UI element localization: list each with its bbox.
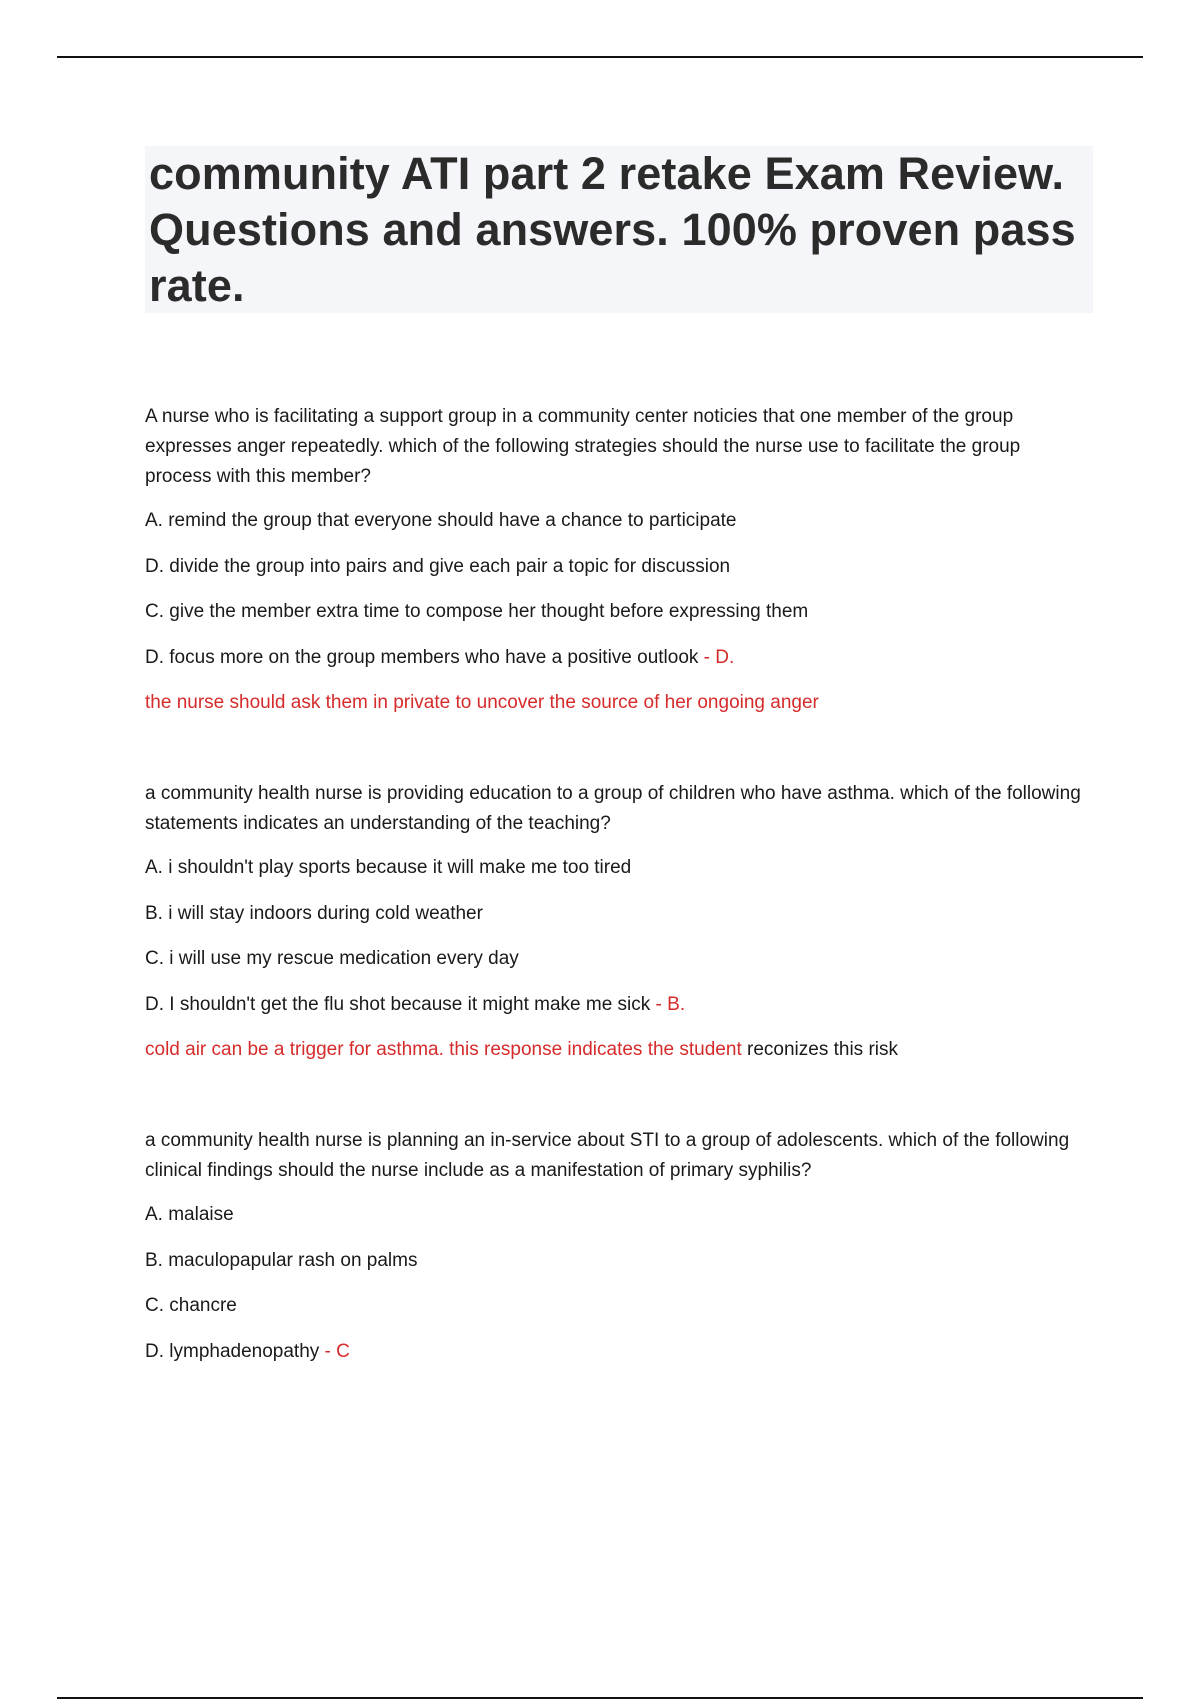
document-title: community ATI part 2 retake Exam Review. Questions and answers. 100% proven pass rate. (149, 148, 1076, 311)
answer-key: - D. (698, 647, 735, 668)
option-c: C. chancre (145, 1295, 237, 1316)
rationale (145, 1035, 1085, 1065)
option-c: C. give the member extra time to compose her thought before expressing them (145, 601, 809, 622)
question-block-1 (145, 402, 1085, 718)
option-a: A. i shouldn't play sports because it will make me too tired (145, 857, 632, 878)
rationale (145, 688, 1085, 718)
option-d (145, 990, 1085, 1020)
title-banner (145, 146, 1093, 313)
answer-key: - C (319, 1341, 350, 1362)
option-d-text: D. I shouldn't get the flu shot because it might make me sick (145, 994, 651, 1015)
bottom-rule (57, 1697, 1143, 1699)
option-c: C. i will use my rescue medication every day (145, 948, 519, 969)
question-block-2 (145, 779, 1085, 1065)
top-rule (57, 56, 1143, 58)
rationale-black: reconizes this risk (741, 1039, 898, 1060)
option-b: B. maculopapular rash on palms (145, 1250, 418, 1271)
option-d (145, 1337, 1085, 1367)
option-d (145, 643, 1085, 673)
rationale-red: the nurse should ask them in private to uncover the source of her ongoing anger (145, 692, 819, 713)
option-b: D. divide the group into pairs and give each pair a topic for discussion (145, 556, 731, 577)
option-d-text: D. lymphadenopathy (145, 1341, 320, 1362)
question-block-3 (145, 1126, 1085, 1367)
question-list (145, 402, 1085, 1367)
option-b: B. i will stay indoors during cold weather (145, 903, 483, 924)
question-stem: a community health nurse is providing education to a group of children who have asthma. which of the following statements indicates an understanding of the teaching? (145, 783, 1081, 834)
answer-key: - B. (650, 994, 686, 1015)
rationale-red: cold air can be a trigger for asthma. this response indicates the student (145, 1039, 742, 1060)
option-a: A. malaise (145, 1204, 234, 1225)
question-stem: A nurse who is facilitating a support group in a community center noticies that one member of the group expresses anger repeatedly. which of the following strategies should the nurse use to facilitate the group process with this member? (145, 406, 1021, 487)
question-stem: a community health nurse is planning an in-service about STI to a group of adolescents. which of the following clinical findings should the nurse include as a manifestation of primary syphilis? (145, 1130, 1070, 1181)
option-a: A. remind the group that everyone should have a chance to participate (145, 510, 737, 531)
option-d-text: D. focus more on the group members who have a positive outlook (145, 647, 699, 668)
